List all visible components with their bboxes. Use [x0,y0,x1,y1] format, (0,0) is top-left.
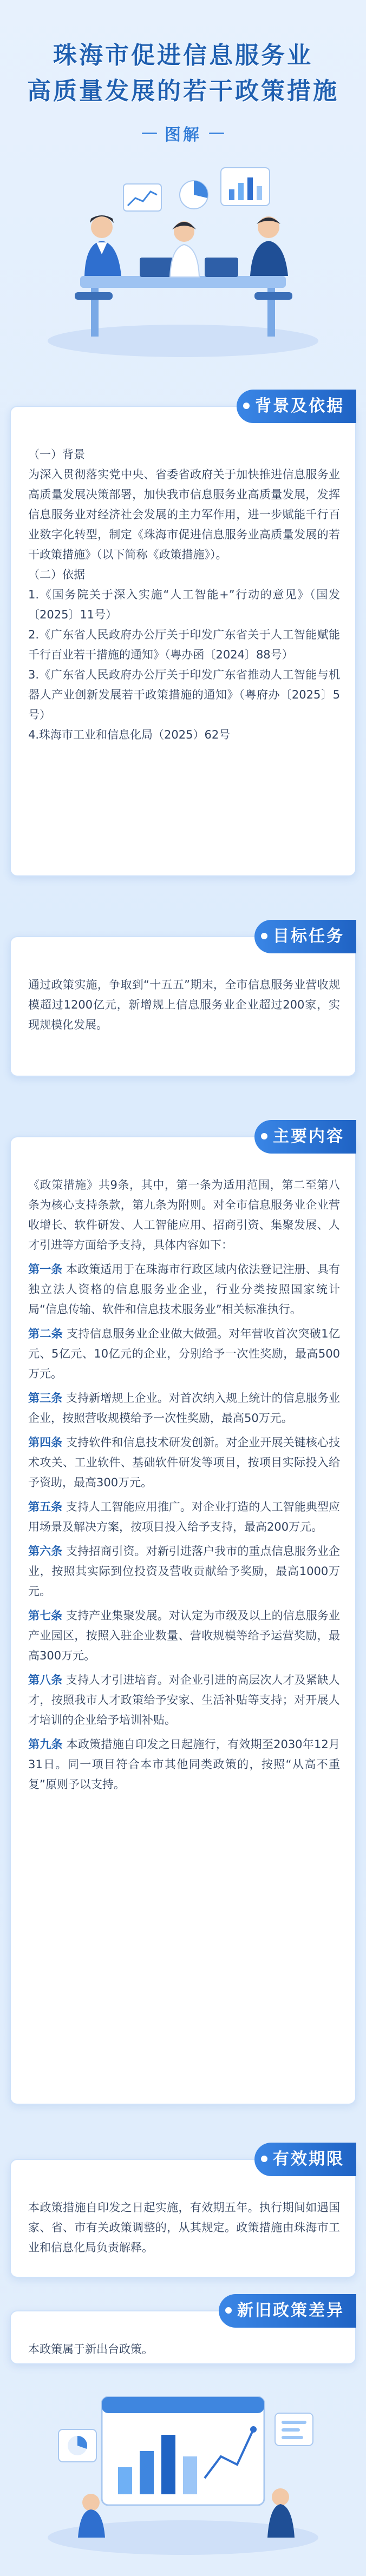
subtitle-bar-left [142,133,157,134]
section-basis [10,390,356,882]
content-para: 第三条 支持新增规上企业。对首次纳入规上统计的信息服务业企业，按照营收规模给予一次性奖励，最高50万元。 [28,1392,340,1425]
section-content-title-text: 主要内容 [273,1127,344,1146]
validity-para: 本政策措施自印发之日起实施，有效期五年。执行期间如遇国家、省、市有关政策调整的，从其规定。政策措施由珠海市工业和信息化局负责解释。 [28,2201,340,2254]
section-basis-title-text: 背景及依据 [255,397,344,416]
badge-dot-icon [261,2156,267,2162]
content-para: 第四条 支持软件和信息技术研发创新。对企业开展关键核心技术攻关、工业软件、基础软件研发等项目，按项目实际投入给予资助，最高300万元。 [28,1436,340,1489]
section-content [10,1120,356,2110]
section-validity-title [254,2143,356,2176]
section-basis-body [28,445,340,745]
basis-para: （一）背景 [28,448,85,461]
basis-para: 1.《国务院关于深入实施“人工智能+”行动的意见》（国发〔2025〕11号） [28,588,340,621]
content-para: 第一条 本政策适用于在珠海市行政区域内依法登记注册、具有独立法人资格的信息服务业企业，行业分类按照国家统计局“信息传输、软件和信息技术服务业”相关标准执行。 [28,1263,340,1316]
section-goal [10,920,356,1082]
content-para: 第二条 支持信息服务业企业做大做强。对年营收首次突破1亿元、5亿元、10亿元的企业，分别给予一次性奖励，最高500万元。 [28,1327,340,1380]
badge-dot-icon [243,403,250,409]
hero-banner [0,0,366,373]
section-validity-title-text: 有效期限 [273,2150,344,2169]
badge-dot-icon [225,2307,232,2314]
section-validity [10,2143,356,2283]
badge-dot-icon [261,1133,267,1139]
basis-para: 2.《广东省人民政府办公厅关于印发广东省关于人工智能赋能千行百业若干措施的通知》（粤办函〔2024〕88号） [28,628,340,661]
content-para: 第七条 支持产业集聚发展。对认定为市级及以上的信息服务业产业园区，按照入驻企业数量、营收规模等给予运营奖励，最高300万元。 [28,1609,340,1662]
diff-para: 本政策属于新出台政策。 [28,2343,153,2356]
content-para: 第八条 支持人才引进培育。对企业引进的高层次人才及紧缺人才，按照我市人才政策给予安家、生活补贴等支持；对开展人才培训的企业给予培训补贴。 [28,1674,340,1727]
page-title-line-2: 高质量发展的若干政策措施 [27,77,339,105]
subtitle-row [0,121,366,145]
page-subtitle: 图解 [165,126,201,144]
data-analytics-illustration [37,2364,329,2559]
basis-para: 为深入贯彻落实党中央、省委省政府关于加快推进信息服务业高质量发展决策部署，加快我市信息服务业高质量发展，发挥信息服务业对经济社会发展的主力军作用，进一步赋能千行百业数字化转型，制定《珠海市促进信息服务业高质量发展的若干政策措施》（以下简称《政策措施》）。 [28,468,340,561]
section-goal-card [10,936,356,1077]
meeting-illustration [42,162,324,363]
section-content-title [254,1120,356,1154]
basis-para: 4.珠海市工业和信息化局（2025）62号 [28,728,231,741]
section-goal-body [28,975,340,1035]
content-para: 《政策措施》共9条，其中，第一条为适用范围，第二至第八条为核心支持条款，第九条为附则。对全市信息服务业企业营收增长、软件研发、人工智能应用、招商引资、集聚发展、人才引进等方面给予支持，具体内容如下： [28,1178,340,1251]
section-diff-title [219,2294,356,2328]
section-validity-card [10,2159,356,2278]
basis-para: （二）依据 [28,568,85,581]
content-para: 第五条 支持人工智能应用推广。对企业打造的人工智能典型应用场景及解决方案，按项目投入给予支持，最高200万元。 [28,1500,340,1533]
section-basis-card [10,406,356,877]
content-para: 第六条 支持招商引资。对新引进落户我市的重点信息服务业企业，按照其实际到位投资及营收贡献给予奖励，最高1000万元。 [28,1545,340,1598]
section-validity-body [28,2198,340,2258]
section-content-body [28,1175,340,1795]
section-goal-title-text: 目标任务 [273,927,344,946]
basis-para: 3.《广东省人民政府办公厅关于印发广东省推动人工智能与机器人产业创新发展若干政策措施的通知》（粤府办〔2025〕5号） [28,668,340,721]
content-para: 第九条 本政策措施自印发之日起施行，有效期至2030年12月31日。同一项目符合本市其他同类政策的，按照“从高不重复”原则予以支持。 [28,1738,340,1791]
goal-para: 通过政策实施，争取到“十五五”期末，全市信息服务业营收规模超过1200亿元，新增规上信息服务业企业超过200家，实现规模化发展。 [28,978,340,1031]
badge-dot-icon [261,933,267,939]
section-diff [10,2294,356,2364]
section-goal-title [254,920,356,953]
page-title-line-1: 珠海市促进信息服务业 [53,42,313,69]
subtitle-bar-right [209,133,224,134]
section-diff-body [28,2340,340,2360]
section-content-card [10,1136,356,2105]
section-diff-title-text: 新旧政策差异 [237,2301,344,2320]
section-basis-title [237,390,356,423]
